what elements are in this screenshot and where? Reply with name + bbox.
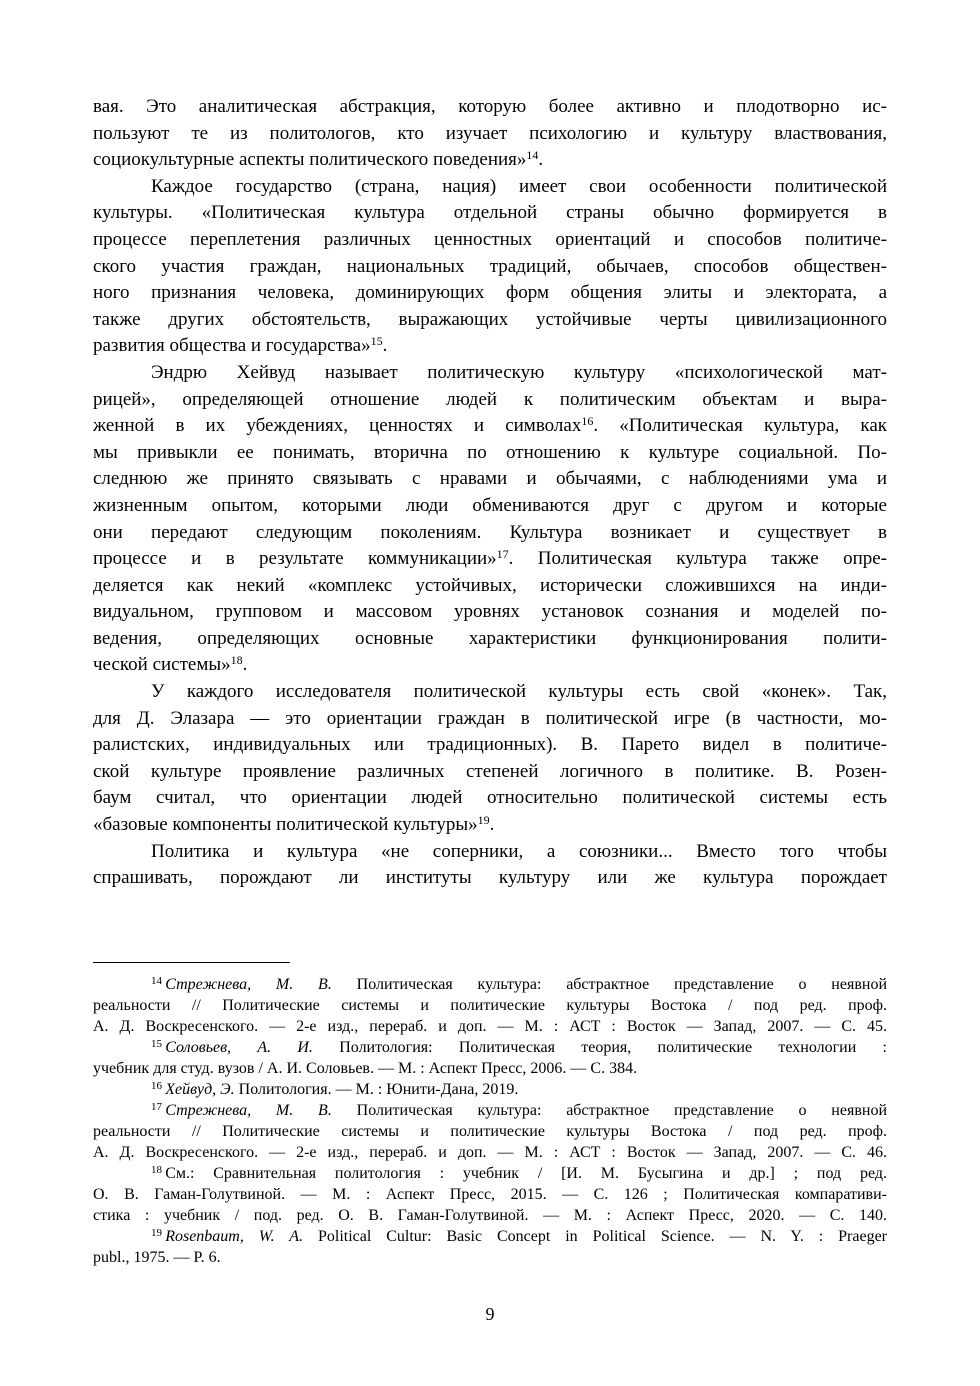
footnote-author: Стрежнева, М. В. xyxy=(165,976,332,993)
footnote-line xyxy=(93,1163,887,1184)
footnote-text: Political Cultur: Basic Concept in Political Science. — N. Y. : Praeger xyxy=(303,1228,887,1245)
footnote-text: О. В. Гаман-Голутвиной. — М. : Аспект Пресс, 2015. — С. 126 ; Политическая компаративи- xyxy=(93,1186,887,1203)
footnote-number: 17 xyxy=(151,1101,162,1113)
footnote-ref: 16 xyxy=(581,414,594,429)
text-line xyxy=(93,599,887,626)
line-text: следнюю же принято связывать с нравами и обычаями, с наблюдениями ума и xyxy=(93,468,887,490)
line-text: «базовые компоненты политической культуры» xyxy=(93,814,478,836)
text-line xyxy=(93,121,887,148)
text-line xyxy=(93,440,887,467)
line-text: баум считал, что ориентации людей относительно политической системы есть xyxy=(93,787,887,809)
text-line xyxy=(93,227,887,254)
line-text: женной в их убеждениях, ценностях и символах xyxy=(93,415,582,437)
footnote-text: реальности // Политические системы и политические культуры Востока / под ред. проф. xyxy=(93,997,887,1014)
text-line xyxy=(93,307,887,334)
footnote-line xyxy=(93,1121,887,1142)
line-text: ралистских, индивидуальных или традиционных). В. Парето видел в политиче- xyxy=(93,734,887,756)
line-text: Эндрю Хейвуд называет политическую культуру «психологической мат- xyxy=(151,361,887,383)
footnote-line xyxy=(93,1226,887,1247)
footnote-text: См.: Сравнительная политология : учебник / [И. М. Бусыгина и др.] ; под ред. xyxy=(165,1165,887,1182)
footnote-ref: 19 xyxy=(477,813,490,828)
line-text: Политика и культура «не соперники, а союзники... Вместо того чтобы xyxy=(151,840,887,862)
footnote-number: 15 xyxy=(151,1038,162,1050)
line-text: для Д. Элазара — это ориентации граждан в политической игре (в частности, мо- xyxy=(93,707,887,729)
footnote-text: publ., 1975. — P. 6. xyxy=(93,1249,221,1266)
line-text: . xyxy=(538,149,544,171)
line-text: ведения, определяющих основные характеристики функционирования полити- xyxy=(93,627,887,649)
line-text: Каждое государство (страна, нация) имеет свои особенности политической xyxy=(151,175,887,197)
footnote-author: Соловьев, А. И. xyxy=(165,1039,313,1056)
line-text: деляется как некий «комплекс устойчивых, исторически сложившихся на инди- xyxy=(93,574,887,596)
line-text: . «Политическая культура, как xyxy=(593,415,887,437)
text-line xyxy=(93,573,887,600)
footnote-number: 16 xyxy=(151,1080,162,1092)
footnote-number: 14 xyxy=(151,975,162,987)
footnote-author: Хейвуд, Э. xyxy=(165,1081,235,1098)
footnote-number: 18 xyxy=(151,1164,162,1176)
text-line xyxy=(93,812,887,839)
line-text: спрашивать, порождают ли институты культуру или же культура порождает xyxy=(93,867,887,889)
line-text: развития общества и государства» xyxy=(93,335,371,357)
text-line xyxy=(93,413,887,440)
footnote-line xyxy=(93,1247,887,1268)
line-text: вая. Это аналитическая абстракция, которую более активно и плодотворно ис- xyxy=(93,96,887,117)
text-line xyxy=(93,333,887,360)
footnote-line xyxy=(93,1184,887,1205)
line-text: . xyxy=(242,654,248,676)
footnote-number: 19 xyxy=(151,1227,162,1239)
line-text: У каждого исследователя политической культуры есть свой «конек». Так, xyxy=(151,681,887,703)
line-text: социокультурные аспекты политического поведения» xyxy=(93,149,527,171)
footnote-text: А. Д. Воскресенского. — 2-е изд., перераб. и доп. — М. : АСТ : Восток — Запад, 2007. — С. 46. xyxy=(93,1144,887,1161)
footnote-line xyxy=(93,1058,887,1079)
body-text xyxy=(93,94,887,892)
text-line xyxy=(93,520,887,547)
text-line xyxy=(93,785,887,812)
text-line xyxy=(93,732,887,759)
footnote-text: Политология. — М. : Юнити-Дана, 2019. xyxy=(234,1081,519,1098)
footnote-text: А. Д. Воскресенского. — 2-е изд., перераб. и доп. — М. : АСТ : Восток — Запад, 2007. — С. 45. xyxy=(93,1018,887,1035)
text-line xyxy=(93,94,887,121)
footnote-author: Rosenbaum, W. A. xyxy=(165,1228,304,1245)
footnote-line xyxy=(93,974,887,995)
text-line xyxy=(93,147,887,174)
footnote-line xyxy=(93,1100,887,1121)
footnote-line xyxy=(93,1205,887,1226)
text-line xyxy=(93,865,887,892)
footnote-ref: 18 xyxy=(230,653,243,668)
line-text: . xyxy=(489,814,495,836)
footnote-ref: 14 xyxy=(526,148,539,163)
footnote-line xyxy=(93,1142,887,1163)
footnote-ref: 17 xyxy=(496,547,509,562)
footnote-ref: 15 xyxy=(370,334,383,349)
line-text: видуальном, групповом и массовом уровнях установок сознания и моделей по- xyxy=(93,601,887,623)
text-line xyxy=(93,839,887,866)
line-text: ской культуре проявление различных степеней логичного в политике. В. Розен- xyxy=(93,760,887,782)
line-text: также других обстоятельств, выражающих устойчивые черты цивилизационного xyxy=(93,308,887,330)
footnote-line xyxy=(93,1037,887,1058)
line-text: процессе переплетения различных ценностных ориентаций и способов политиче- xyxy=(93,228,887,250)
text-line xyxy=(93,493,887,520)
footnote-separator xyxy=(93,962,290,963)
footnote-text: стика : учебник / под. ред. О. В. Гаман-Голутвиной. — М. : Аспект Пресс, 2020. — С. 140. xyxy=(93,1207,887,1224)
text-line xyxy=(93,626,887,653)
text-line xyxy=(93,706,887,733)
text-line xyxy=(93,200,887,227)
text-line xyxy=(93,652,887,679)
footnote-text: Политическая культура: абстрактное представление о неявной xyxy=(331,1102,887,1119)
line-text: ческой системы» xyxy=(93,654,231,676)
line-text: процессе и в результате коммуникации» xyxy=(93,548,497,570)
line-text: рицей», определяющей отношение людей к политическим объектам и выра- xyxy=(93,388,887,410)
footnote-line xyxy=(93,1079,887,1100)
line-text: жизненным опытом, которыми люди обмениваются друг с другом и которые xyxy=(93,494,887,516)
line-text: . xyxy=(382,335,388,357)
footnote-text: учебник для студ. вузов / А. И. Соловьев. — М. : Аспект Пресс, 2006. — С. 384. xyxy=(93,1060,638,1077)
page-number: 9 xyxy=(485,1304,495,1324)
footnote-text: реальности // Политические системы и политические культуры Востока / под ред. проф. xyxy=(93,1123,887,1140)
text-line xyxy=(93,679,887,706)
footnotes xyxy=(93,974,887,1268)
text-line xyxy=(93,280,887,307)
line-text: они передают следующим поколениям. Культура возникает и существует в xyxy=(93,521,887,543)
line-text: культуры. «Политическая культура отдельной страны обычно формируется в xyxy=(93,202,887,224)
footnote-line xyxy=(93,995,887,1016)
line-text: мы привыкли ее понимать, вторична по отношению к культуре социальной. По- xyxy=(93,441,887,463)
text-line xyxy=(93,174,887,201)
footnote-text: Политология: Политическая теория, политические технологии : xyxy=(312,1039,887,1056)
footnote-author: Стрежнева, М. В. xyxy=(165,1102,332,1119)
line-text: ского участия граждан, национальных традиций, обычаев, способов обществен- xyxy=(93,255,887,277)
text-line xyxy=(93,546,887,573)
text-line xyxy=(93,254,887,281)
line-text: пользуют те из политологов, кто изучает психологию и культуру властвования, xyxy=(93,122,887,144)
text-line xyxy=(93,360,887,387)
line-text: ного признания человека, доминирующих форм общения элиты и электората, а xyxy=(93,282,887,304)
footnote-line xyxy=(93,1016,887,1037)
line-text: . Политическая культура также опре- xyxy=(508,548,887,570)
footnote-text: Политическая культура: абстрактное представление о неявной xyxy=(331,976,887,993)
text-line xyxy=(93,759,887,786)
text-line xyxy=(93,387,887,414)
text-line xyxy=(93,466,887,493)
